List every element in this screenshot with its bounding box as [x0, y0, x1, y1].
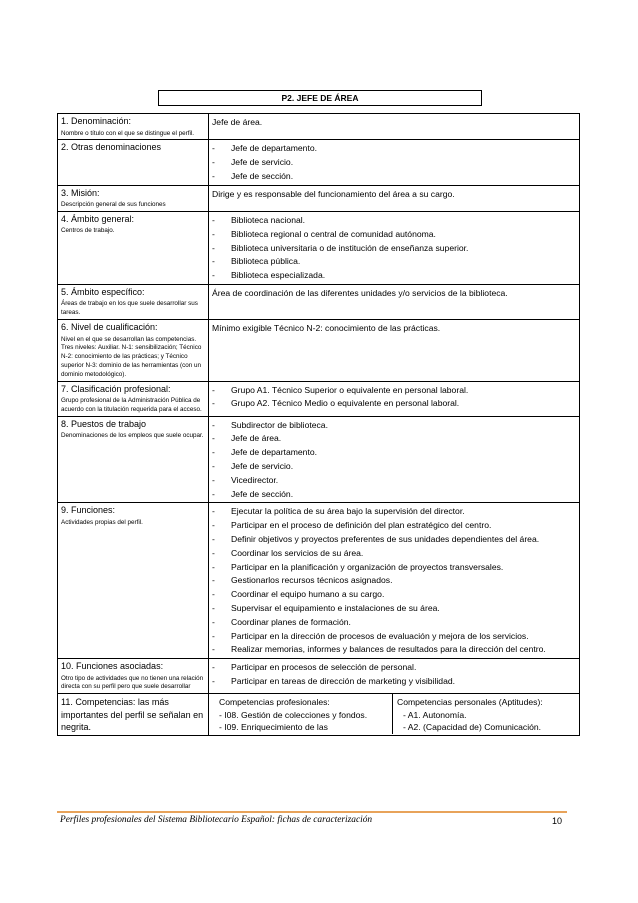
list-item: - Jefe de sección. [212, 488, 576, 502]
list-item: - Jefe de departamento. [212, 446, 576, 460]
field-value-cell [209, 416, 580, 503]
list-item: - A2. (Capacidad de) Comunicación. [403, 722, 542, 733]
list-item: - I08. Gestión de colecciones y fondos. [219, 709, 368, 720]
list-item: - Jefe de área. [212, 432, 576, 446]
list-item: - Participar en la planificación y organización de proyectos transversales. [212, 561, 576, 575]
field-label-cell [58, 185, 209, 211]
list-item: - Biblioteca universitaria o de institución de enseñanza superior. [212, 242, 576, 256]
competencias-profesionales [209, 694, 393, 734]
table-row [58, 381, 580, 416]
field-description: Áreas de trabajo en los que suele desarrollar sus tareas. [61, 300, 198, 317]
table-row [58, 416, 580, 503]
list-item: - Participar en procesos de selección de personal. [212, 661, 576, 675]
table-row [58, 284, 580, 319]
list-item: - Gestionarlos recursos técnicos asignados. [212, 574, 576, 588]
field-value-cell [209, 114, 580, 140]
field-label-cell [58, 416, 209, 503]
list-item: - Jefe de servicio. [212, 156, 576, 170]
table-row [58, 503, 580, 659]
field-label-cell [58, 381, 209, 416]
list-item: - Biblioteca pública. [212, 255, 576, 269]
competencias-personales [393, 694, 580, 734]
field-value-cell [209, 659, 580, 694]
value-list [212, 505, 576, 657]
competencias-personales-title: Competencias personales (Aptitudes): [397, 697, 543, 708]
list-item: - Definir objetivos y proyectos preferentes de sus unidades dependientes del área. [212, 533, 576, 547]
field-label-cell [58, 211, 209, 284]
list-item: - Participar en el proceso de definición del plan estratégico del centro. [212, 519, 576, 533]
list-item: - Coordinar el equipo humano a su cargo. [212, 588, 576, 602]
field-description: Nivel en el que se desarrollan las competencias. Tres niveles: Auxiliar. N-1: sensibilización; Técnico N-2: conocimiento de las prácticas; y Técnico superior N-3: dominio de las herramientas (con un dominio metodológico). [61, 335, 202, 378]
field-value-cell [209, 140, 580, 185]
field-description: Nombre o título con el que se distingue el perfil. [61, 129, 195, 137]
list-item: - Participar en tareas de dirección de marketing y visibilidad. [212, 675, 576, 689]
field-description: Denominaciones de los empleos que suele ocupar. [61, 432, 204, 440]
list-item: - Supervisar el equipamiento e instalaciones de su área. [212, 602, 576, 616]
competencias-label: 11. Competencias: las más importantes del perfil se señalan en negrita. [58, 694, 209, 736]
field-label: 1. Denominación: [61, 116, 132, 126]
field-label: 4. Ámbito general: [61, 213, 135, 224]
field-value: Área de coordinación de las diferentes unidades y/o servicios de la biblioteca. [212, 287, 508, 298]
field-value: Dirige y es responsable del funcionamiento del área a su cargo. [212, 188, 455, 199]
value-list [212, 142, 576, 183]
field-value: Jefe de área. [212, 117, 263, 127]
page-title: P2. JEFE DE ÁREA [158, 90, 482, 106]
field-label: 3. Misión: [61, 187, 100, 198]
list-item: - I09. Enriquecimiento de las [219, 722, 328, 733]
profile-table [57, 113, 580, 736]
field-value-cell [209, 185, 580, 211]
list-item: - Coordinar planes de formación. [212, 616, 576, 630]
footer-divider [57, 811, 567, 813]
footer-title: Perfiles profesionales del Sistema Bibliotecario Español: fichas de caracterización [60, 815, 373, 825]
field-label-cell [58, 140, 209, 185]
competencias-cell [209, 694, 580, 736]
field-value-cell [209, 320, 580, 381]
table-row [58, 694, 580, 736]
field-value-cell [209, 211, 580, 284]
value-list [212, 661, 576, 689]
field-label: 2. Otras denominaciones [61, 142, 162, 153]
field-label-cell [58, 503, 209, 659]
value-list [212, 419, 576, 502]
field-label: 6. Nivel de cualificación: [61, 322, 158, 333]
list-item: - Ejecutar la política de su área bajo la supervisión del director. [212, 505, 576, 519]
competencias-table [209, 694, 579, 734]
table-row [58, 659, 580, 694]
list-item: - Biblioteca nacional. [212, 214, 576, 228]
list-item: - Vicedirector. [212, 474, 576, 488]
field-label-cell [58, 659, 209, 694]
list-item: - Biblioteca regional o central de comunidad autónoma. [212, 228, 576, 242]
field-value-cell [209, 381, 580, 416]
page-number: 10 [552, 816, 563, 826]
list-item: - A1. Autonomía. [403, 709, 467, 720]
field-label: 9. Funciones: [61, 505, 116, 516]
list-item: - Jefe de sección. [212, 170, 576, 184]
list-item: - Subdirector de biblioteca. [212, 419, 576, 433]
value-list [212, 214, 576, 283]
list-item: - Biblioteca especializada. [212, 269, 576, 283]
field-label-cell [58, 284, 209, 319]
field-label: 7. Clasificación profesional: [61, 383, 171, 394]
field-label-cell [58, 114, 209, 140]
list-item: - Grupo A2. Técnico Medio o equivalente en personal laboral. [212, 397, 576, 411]
field-label: 10. Funciones asociadas: [61, 661, 164, 672]
list-item: - Grupo A1. Técnico Superior o equivalente en personal laboral. [212, 384, 576, 398]
list-item: - Realizar memorias, informes y balances de resultados para la dirección del centro. [212, 643, 576, 657]
field-description: Otro tipo de actividades que no tienen una relación directa con su perfil pero que suele desarrollar [61, 674, 204, 691]
list-item: - Coordinar los servicios de su área. [212, 547, 576, 561]
competencias-profesionales-title: Competencias profesionales: [219, 697, 330, 708]
field-description: Descripción general de sus funciones [61, 201, 166, 209]
list-item: - Jefe de servicio. [212, 460, 576, 474]
value-list [212, 384, 576, 412]
table-row [58, 114, 580, 140]
field-description: Actividades propias del perfil. [61, 518, 143, 526]
field-description: Grupo profesional de la Administración Pública de acuerdo con la titulación requerida para el acceso. [61, 397, 202, 413]
list-item: - Participar en la dirección de procesos de evaluación y mejora de los servicios. [212, 630, 576, 644]
field-label-cell [58, 320, 209, 381]
table-row [58, 320, 580, 381]
field-value-cell [209, 284, 580, 319]
field-value: Mínimo exigible Técnico N-2: conocimiento de las prácticas. [212, 323, 441, 334]
table-row [58, 211, 580, 284]
table-row [58, 185, 580, 211]
table-row [58, 140, 580, 185]
field-label: 8. Puestos de trabajo [61, 418, 147, 429]
field-label: 5. Ámbito específico: [61, 286, 145, 297]
field-value-cell [209, 503, 580, 659]
list-item: - Jefe de departamento. [212, 142, 576, 156]
field-description: Centros de trabajo. [61, 227, 115, 235]
